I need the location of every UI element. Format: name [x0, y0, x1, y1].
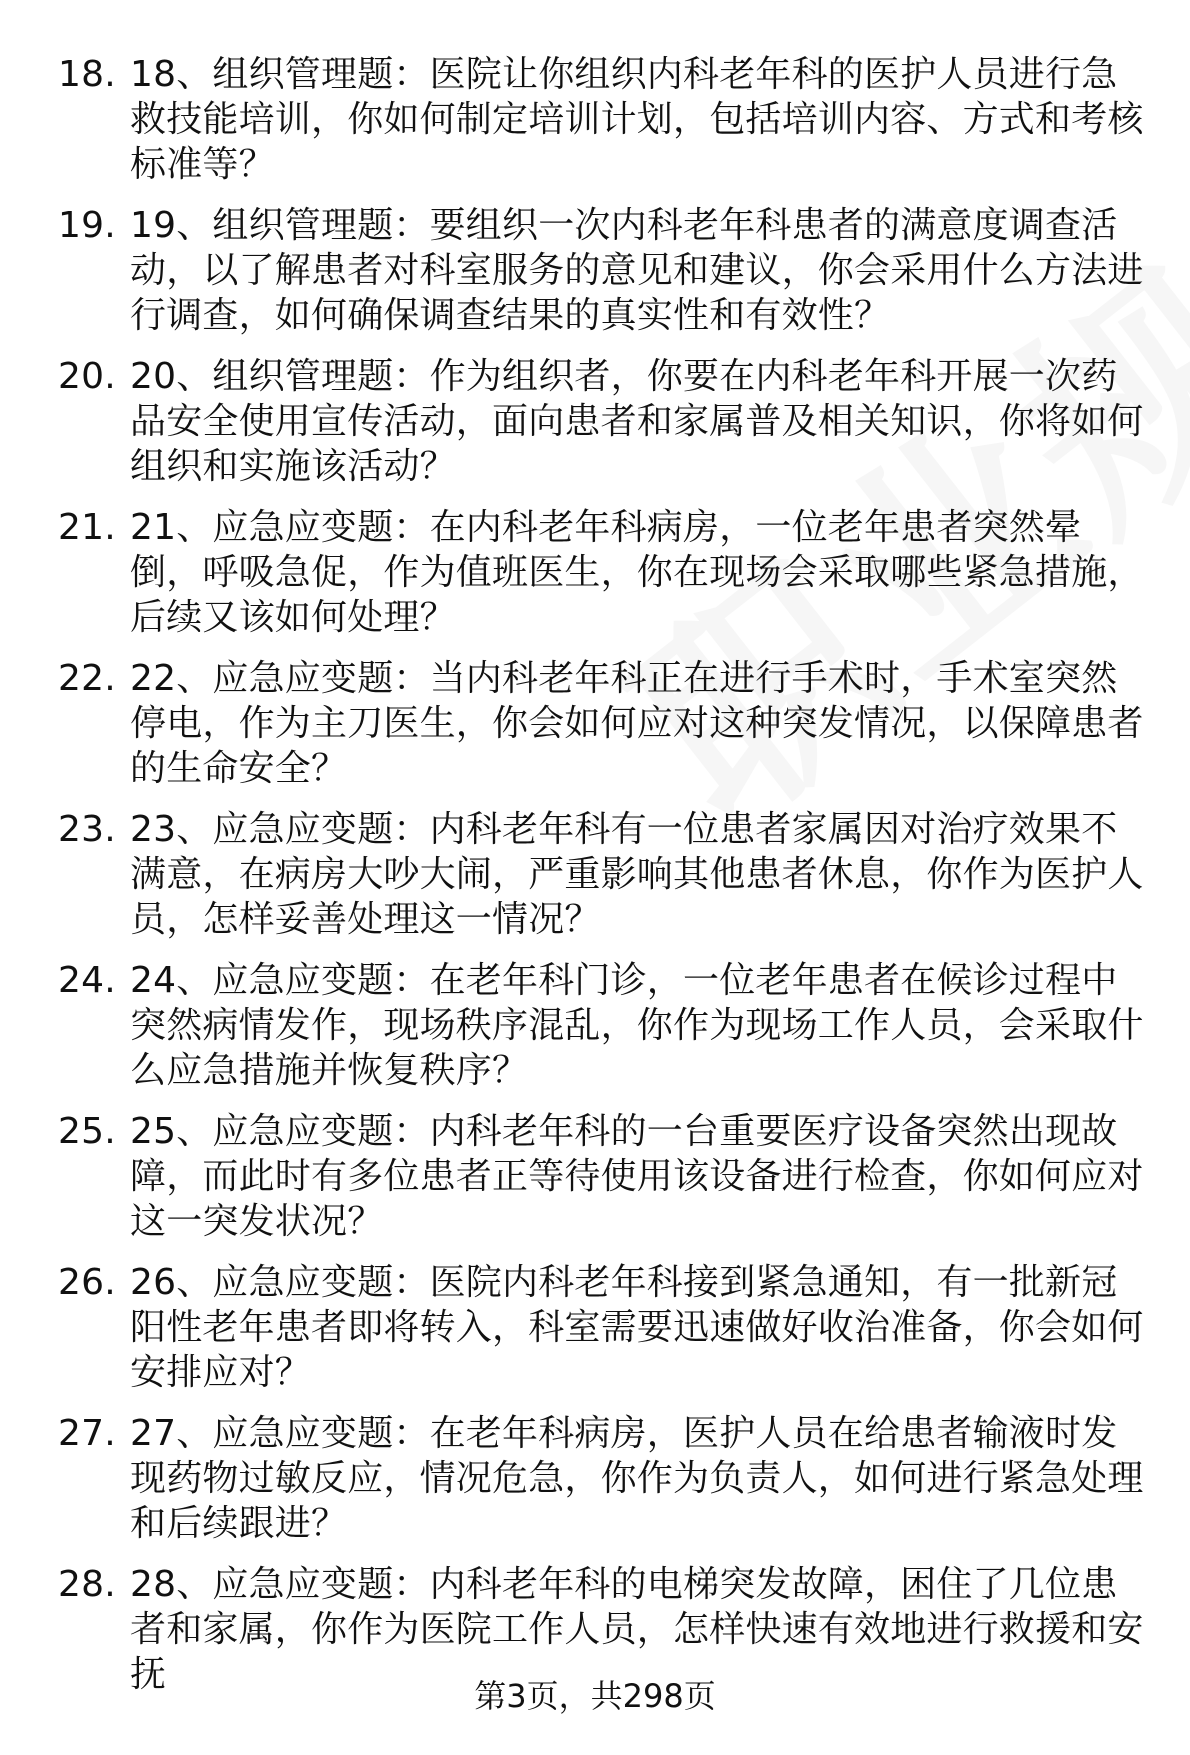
question-item: [58, 203, 1150, 338]
question-text: 27、应急应变题：在老年科病房，医护人员在给患者输液时发现药物过敏反应，情况危急，你作为负责人，如何进行紧急处理和后续跟进？: [130, 1413, 1144, 1544]
question-text: 21、应急应变题：在内科老年科病房，一位老年患者突然晕倒，呼吸急促，作为值班医生，你在现场会采取哪些紧急措施，后续又该如何处理？: [130, 507, 1144, 638]
question-text: 22、应急应变题：当内科老年科正在进行手术时，手术室突然停电，作为主刀医生，你会如何应对这种突发情况，以保障患者的生命安全？: [130, 658, 1144, 789]
question-number: 25.: [58, 1111, 116, 1152]
question-number: 26.: [58, 1262, 116, 1303]
question-text: 20、组织管理题：作为组织者，你要在内科老年科开展一次药品安全使用宣传活动，面向患者和家属普及相关知识，你将如何组织和实施该活动？: [130, 356, 1144, 487]
question-number: 23.: [58, 809, 116, 850]
question-number: 21.: [58, 507, 116, 548]
page-footer: [0, 1676, 1190, 1716]
question-text: 24、应急应变题：在老年科门诊，一位老年患者在候诊过程中突然病情发作，现场秩序混乱，你作为现场工作人员，会采取什么应急措施并恢复秩序？: [130, 960, 1144, 1091]
question-number: 24.: [58, 960, 116, 1001]
question-item: [58, 807, 1150, 942]
question-number: 28.: [58, 1564, 116, 1605]
question-text: 26、应急应变题：医院内科老年科接到紧急通知，有一批新冠阳性老年患者即将转入，科室需要迅速做好收治准备，你会如何安排应对？: [130, 1262, 1144, 1393]
question-item: [58, 1109, 1150, 1244]
page-number-label: 第3页，共298页: [474, 1677, 716, 1715]
question-list: [58, 52, 1150, 1713]
question-number: 20.: [58, 356, 116, 397]
question-number: 27.: [58, 1413, 116, 1454]
question-text: 28、应急应变题：内科老年科的电梯突发故障，困住了几位患者和家属，你作为医院工作人员，怎样快速有效地进行救援和安抚: [130, 1564, 1144, 1695]
question-number: 18.: [58, 54, 116, 95]
question-item: [58, 354, 1150, 489]
question-text: 19、组织管理题：要组织一次内科老年科患者的满意度调查活动，以了解患者对科室服务的意见和建议，你会采用什么方法进行调查，如何确保调查结果的真实性和有效性？: [130, 205, 1144, 336]
question-item: [58, 52, 1150, 187]
question-item: [58, 1411, 1150, 1546]
question-item: [58, 656, 1150, 791]
question-item: [58, 505, 1150, 640]
question-number: 19.: [58, 205, 116, 246]
question-number: 22.: [58, 658, 116, 699]
question-item: [58, 1260, 1150, 1395]
question-text: 23、应急应变题：内科老年科有一位患者家属因对治疗效果不满意，在病房大吵大闹，严重影响其他患者休息，你作为医护人员，怎样妥善处理这一情况？: [130, 809, 1144, 940]
question-text: 25、应急应变题：内科老年科的一台重要医疗设备突然出现故障，而此时有多位患者正等待使用该设备进行检查，你如何应对这一突发状况？: [130, 1111, 1144, 1242]
question-text: 18、组织管理题：医院让你组织内科老年科的医护人员进行急救技能培训，你如何制定培训计划，包括培训内容、方式和考核标准等？: [130, 54, 1144, 185]
question-item: [58, 958, 1150, 1093]
